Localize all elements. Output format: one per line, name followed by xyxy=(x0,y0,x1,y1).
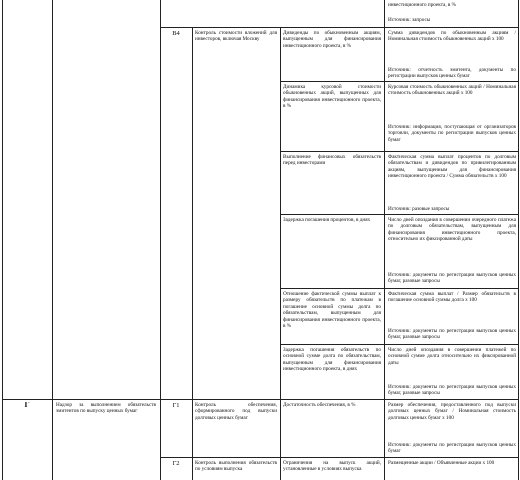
control-description: Контроль выполнения обязательств по условиям выпуска xyxy=(195,460,277,473)
indicator-formula: Размещенные акции / Объявленные акции х 100 xyxy=(388,460,495,466)
indicator-name: Задержка погашения процентов, в днях xyxy=(283,217,371,223)
indicator-name: Выполнение финансовых обязательств перед инвесторами xyxy=(283,154,381,167)
row-code: Г2 xyxy=(172,460,180,467)
control-description: Контроль стоимости вложений для инвесторов, включая Москву xyxy=(195,30,277,43)
indicator-source: Источник: информация, поступающая от организаторов торговли, документы по регистрации выпусков ценных бумаг xyxy=(388,124,516,143)
row-border xyxy=(160,27,519,28)
indicator-source: Источник: документы по регистрации выпусков ценных бумаг, разовые запросы xyxy=(388,272,516,285)
indicator-formula: Число дней опоздания в совершении очередного платежа по долговым обязательствам, выпущенным для финансирования инвестиционного проекта, относительно их фиксированной даты xyxy=(388,217,516,243)
table-border-right xyxy=(518,0,519,480)
indicator-name: Задержка погашения обязательств по основной сумме долга по обязательствам, выпущенным для финансирования инвестиционного проекта, в днях xyxy=(283,347,381,373)
table-divider-section-title xyxy=(160,0,161,480)
indicator-source: Источник: отчетность эмитента, документы по регистрации выпусков ценных бумаг xyxy=(388,67,516,80)
table-divider-control xyxy=(280,27,281,480)
row-border xyxy=(280,214,519,215)
indicator-name: Отношение фактической суммы выплат к размеру обязательств по платежам в погашение основной суммы долга по обязательствам, выпущенным для финансирования инвестиционного проекта, в % xyxy=(283,291,381,330)
row-code: Г1 xyxy=(172,402,180,409)
table-border-left xyxy=(2,0,3,480)
section-title: Надзор за выполнением обязательств эмитентов по выпуску ценных бумаг xyxy=(56,402,156,415)
indicator-formula: Фактическая сумма выплат / Размер обязательств в погашение основной суммы долга х 100 xyxy=(388,291,516,304)
control-description: Контроль обеспечения, сформированного под выпуски долговых ценных бумаг xyxy=(195,402,277,421)
table-divider-code xyxy=(192,27,193,480)
row-border xyxy=(280,344,519,345)
row-border xyxy=(160,457,519,458)
table-cell: Источник: запросы xyxy=(388,17,431,23)
indicator-formula: Курсовая стоимость обыкновенных акций / Номинальная стоимость обыкновенных акций х 100 xyxy=(388,84,516,97)
indicator-formula: Фактическая сумма выплат процентов по долговым обязательствам и дивидендов по привилегированным акциям, выпущенным для финансирования инвестиционного проекта / Сумма обязательств х 100 xyxy=(388,154,516,180)
table-divider-section-code xyxy=(52,0,53,480)
row-border xyxy=(280,151,519,152)
indicator-name: Дивиденды по обыкновенным акциям, выпущенным для финансирования инвестиционного проекта, в % xyxy=(283,30,381,49)
indicator-formula: Размер обеспечения, предоставленного под выпуски долговых ценных бумаг / Номинальная стоимость долговых ценных бумаг х 100 xyxy=(388,402,516,421)
indicator-formula: Сумма дивидендов по обыкновенным акциям / Номинальная стоимость обыкновенных акций х 100 xyxy=(388,30,516,43)
row-border xyxy=(280,81,519,82)
indicator-name: Достаточность обеспечения, в % xyxy=(283,402,356,408)
indicator-name: Динамика курсовой стоимости обыкновенных акций, выпущенных для финансирования инвестиционного проекта, в % xyxy=(283,84,381,110)
indicator-source: Источник: разовые запросы xyxy=(388,206,450,212)
row-border xyxy=(280,288,519,289)
table-cell: инвестиционного проекта, в % xyxy=(388,2,457,8)
table-divider-indicator xyxy=(384,0,385,480)
indicator-formula: Число дней опоздания в совершении платежей по основной сумме долга относительно их фиксированной даты xyxy=(388,347,516,366)
row-border xyxy=(2,399,519,400)
section-code: Г xyxy=(24,402,30,409)
indicator-name: Ограничения на выпуск акций, установленные в условиях выпуска xyxy=(283,460,381,473)
indicator-source: Источник: документы по регистрации выпусков ценных бумаг, разовые запросы xyxy=(388,328,516,341)
indicator-source: Источник: документы по регистрации выпусков ценных бумаг xyxy=(388,442,516,455)
indicator-source xyxy=(388,474,516,480)
indicator-source: Источник: документы по регистрации выпусков ценных бумаг, разовые запросы xyxy=(388,384,516,397)
row-code: В4 xyxy=(172,30,180,37)
